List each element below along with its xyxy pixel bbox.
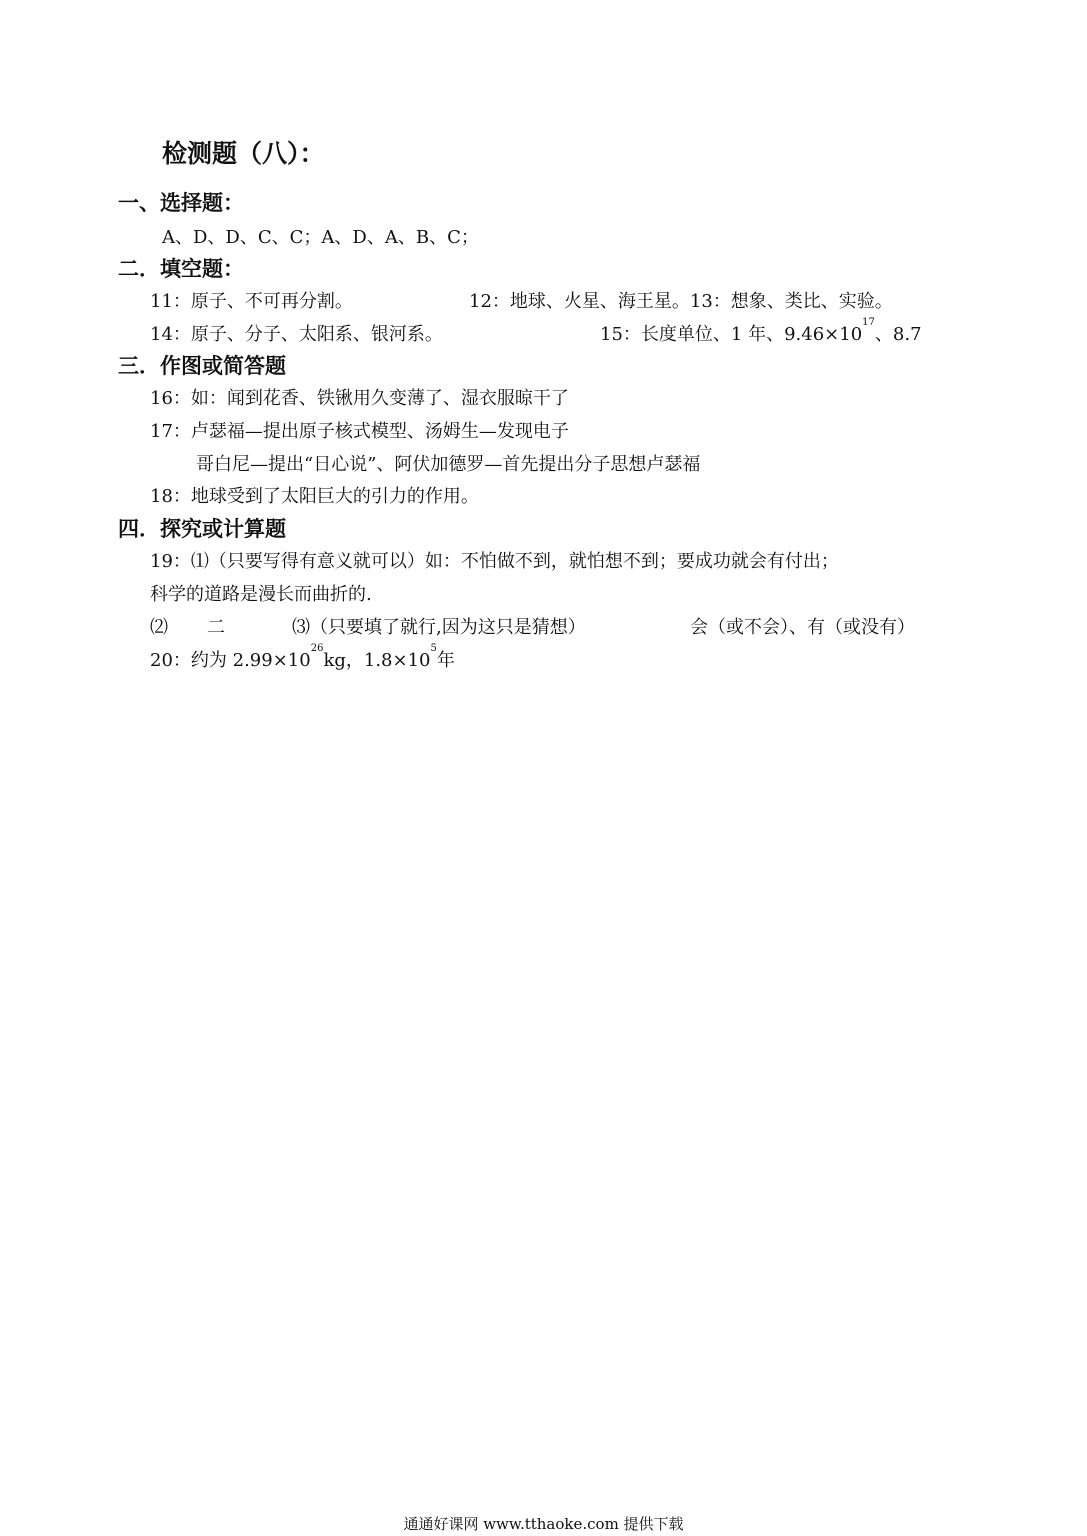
answer-19-part2-label: ⑵: [150, 617, 168, 638]
answer-12-13: 12：地球、火星、海王星。13：想象、类比、实验。: [469, 291, 893, 312]
answer-17-line2: 哥白尼—提出“日心说”、阿伏加德罗—首先提出分子思想卢瑟福: [196, 454, 701, 475]
answer-19-part3-label: ⑶（只要填了就行,因为这只是猜想）: [292, 617, 586, 638]
section-heading-choice: 一、选择题：: [118, 191, 244, 215]
answer-15-tail: 、8.7: [874, 324, 922, 345]
answer-choice: A、D、D、C、C；A、D、A、B、C；: [162, 227, 479, 248]
page-title: 检测题（八）：: [162, 139, 325, 168]
page-footer: 通通好课网 www.tthaoke.com 提供下载: [403, 1515, 684, 1533]
answer-14: 14：原子、分子、太阳系、银河系。: [150, 324, 443, 345]
answer-20-exponent-1: 26: [310, 643, 324, 654]
answer-15-exponent: 17: [862, 317, 875, 328]
answer-20-exponent-2: 5: [430, 643, 437, 654]
section-heading-fill: 二．填空题：: [118, 257, 244, 281]
answer-18: 18：地球受到了太阳巨大的引力的作用。: [150, 486, 479, 507]
answer-19-part2-value: 二: [207, 617, 225, 638]
answer-19-part3-value: 会（或不会）、有（或没有）: [690, 617, 915, 638]
answer-20-main: 20：约为 2.99×10: [150, 650, 311, 671]
section-heading-short-answer: 三．作图或简答题: [118, 354, 286, 378]
answer-15: [600, 317, 922, 346]
answer-11: 11：原子、不可再分割。: [150, 291, 353, 312]
answer-20: [150, 643, 455, 672]
answer-16: 16：如：闻到花香、铁锹用久变薄了、湿衣服晾干了: [150, 388, 569, 409]
answer-20-tail: 年: [436, 650, 455, 671]
answer-15-main: 15：长度单位、1 年、9.46×10: [600, 324, 863, 345]
answer-19-line2: 科学的道路是漫长而曲折的.: [150, 584, 372, 605]
answer-19-line1: 19：⑴（只要写得有意义就可以）如：不怕做不到，就怕想不到；要成功就会有付出；: [150, 551, 839, 572]
answer-17-line1: 17：卢瑟福—提出原子核式模型、汤姆生—发现电子: [150, 421, 569, 442]
answer-20-middle: kg，1.8×10: [323, 650, 431, 671]
section-heading-inquiry: 四．探究或计算题: [118, 517, 286, 541]
